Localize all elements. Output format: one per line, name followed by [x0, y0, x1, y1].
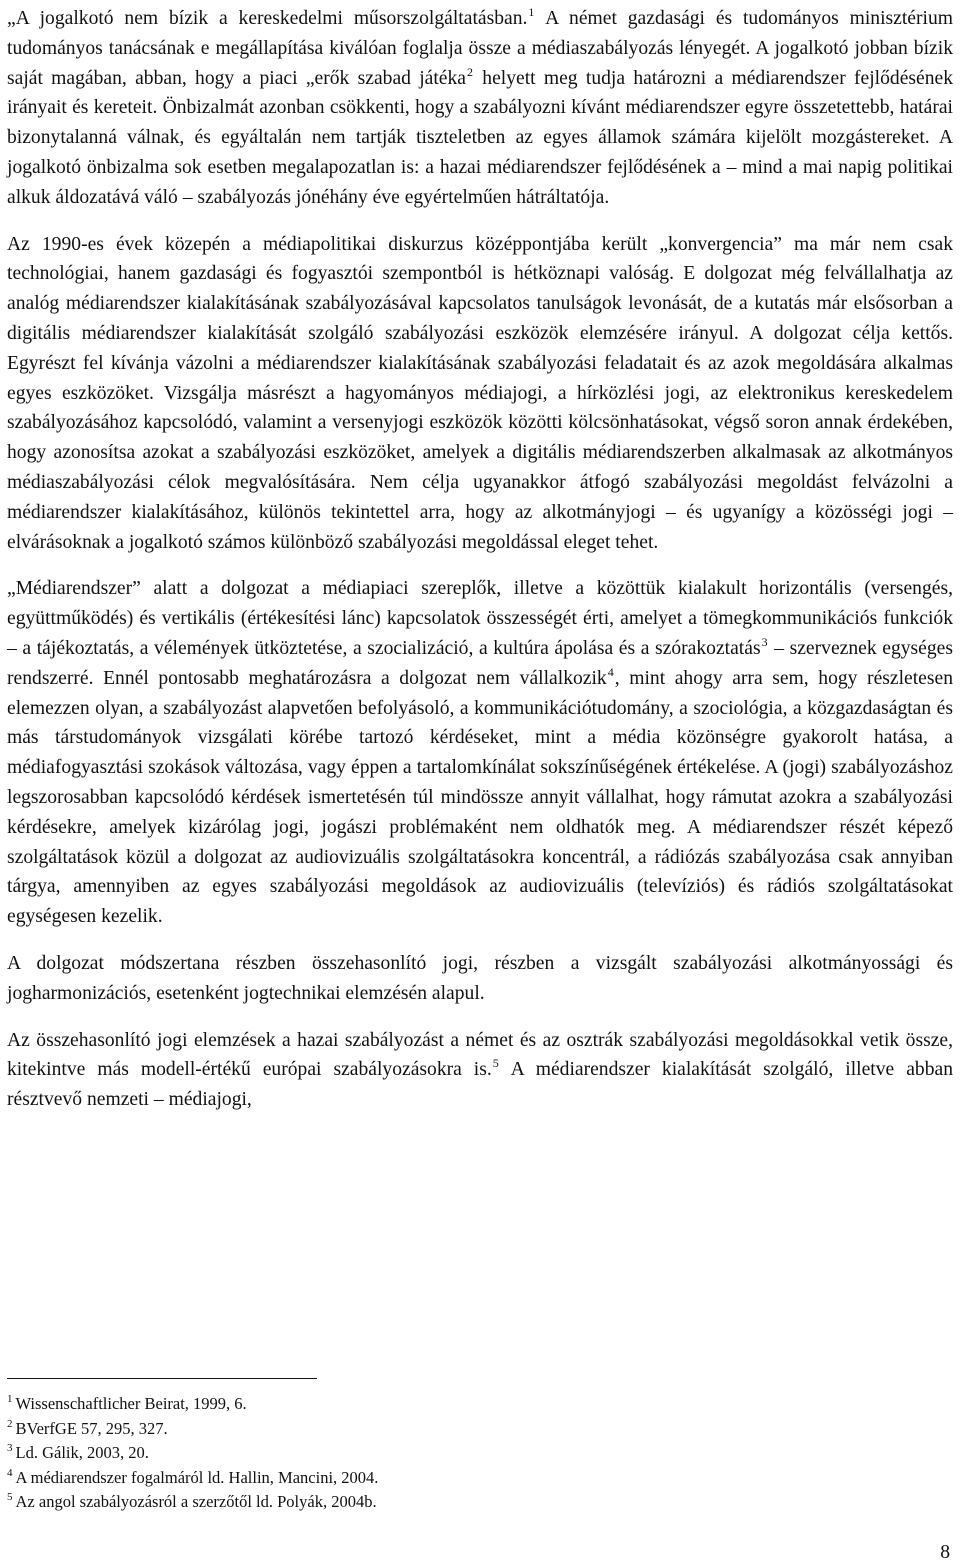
footnotes	[7, 1392, 707, 1515]
footnote-ref: 1	[528, 5, 535, 19]
footnote	[7, 1490, 707, 1515]
paragraph-text: , mint ahogy arra sem, hogy részletesen elemezzen olyan, a szabályozást alapvetően befolyásoló, a kommunikációtudomány, a szociológia, a közgazdaságtan és más társtudományok vizsgálati körébe tartozó kérdéseket, mint a média közönségre gyakorolt hatása, a médiafogyasztási szokások változása, vagy éppen a tartalomkínálat sokszínűségének értékelése. A (jogi) szabályozáshoz legszorosabban kapcsolódó kérdések ismertetésén túl mindössze annyit vállalhat, hogy rámutat azokra a szabályozási kérdésekre, amelyek kizárólag jogi, jogászi problémaként nem oldhatók meg. A médiarendszer részét képező szolgáltatások közül a dolgozat az audiovizuális szolgáltatásokra koncentrál, a rádiózás szabályozása csak annyiban tárgya, amennyiben az egyes szabályozási megoldások az audiovizuális (televíziós) és rádiós szolgáltatásokat egységesen kezelik.	[7, 667, 953, 928]
paragraph	[7, 1026, 953, 1115]
paragraph	[7, 574, 953, 932]
paragraph-text: A dolgozat módszertana részben összehasonlító jogi, részben a vizsgált szabályozási alkotmányossági és jogharmonizációs, esetenként jogtechnikai elemzésén alapul.	[7, 952, 953, 1004]
paragraph-text: A médiarendszer kialakítását szolgáló, illetve abban résztvevő nemzeti – médiajogi,	[7, 1059, 953, 1111]
paragraph-text: „Médiarendszer” alatt a dolgozat a médiapiaci szereplők, illetve a közöttük kialakult horizontális (versengés, együttműködés) és vertikális (értékesítési lánc) kapcsolatok összességét érti, amelyet a tömegkommunikációs funkciók – a tájékoztatás, a vélemények ütköztetése, a szocializáció, a kultúra ápolása és a szórakoztatás	[7, 578, 953, 659]
paragraph-text: Az összehasonlító jogi elemzések a hazai szabályozást a német és az osztrák szabályozási megoldásokkal vetik össze, kitekintve más modell-értékű európai szabályozásokra is.	[7, 1029, 953, 1081]
footnote	[7, 1441, 707, 1466]
paragraph-text: Az 1990-es évek közepén a médiapolitikai diskurzus középpontjába került „konvergencia” ma már nem csak technológiai, hanem gazdasági és fogyasztói szempontból is hétköznapi valóság. E dolgozat még felvállalhatja az analóg médiarendszer kialakításának szabályozásával kapcsolatos tanulságok levonását, de a kutatás már elsősorban a digitális médiarendszer kialakítását szolgáló szabályozási eszközök elemzésére irányul. A dolgozat célja kettős. Egyrészt fel kívánja vázolni a médiarendszer kialakításának szabályozási feladatait és az azok megoldására alkalmas egyes eszközöket. Vizsgálja másrészt a hagyományos médiajogi, a hírközlési jogi, az elektronikus kereskedelem szabályozásához kapcsolódó, valamint a versenyjogi eszközök közötti kölcsönhatásokat, végső soron annak érdekében, hogy azonosítsa azokat a szabályozási eszközöket, amelyek a digitális médiarendszerben alkalmasak az alkotmányos médiaszabályozási célok megvalósítására. Nem célja ugyanakkor átfogó szabályozási megoldást felvázolni a médiarendszer kialakításához, különös tekintettel arra, hogy az alkotmányjogi – és ugyanígy a közösségi jogi – elvárásoknak a jogalkotó számos különböző szabályozási megoldással eleget tehet.	[7, 233, 953, 553]
footnote-separator	[7, 1378, 317, 1379]
page-number: 8	[940, 1542, 950, 1563]
footnote-text: Ld. Gálik, 2003, 20.	[15, 1443, 149, 1462]
paragraph-text: A német gazdasági és tudományos minisztérium tudományos tanácsának e megállapítása kiválóan foglalja össze a médiaszabályozás lényegét. A jogalkotó jobban bízik saját magában, abban, hogy a piaci „erők szabad játéka	[7, 8, 953, 89]
paragraph-text: helyett meg tudja határozni a médiarendszer fejlődésének irányait és kereteit. Önbizalmát azonban csökkenti, hogy a szabályozni kívánt médiarendszer egyre összetettebb, határai bizonytalanná válnak, és egyáltalán nem tartják tiszteletben az egyes államok számára kijelölt mozgástereket. A jogalkotó önbizalma sok esetben megalapozatlan is: a hazai médiarendszer fejlődésének a – mind a mai napig politikai alkuk áldozatává váló – szabályozás jónéhány éve egyértelműen hátráltatója.	[7, 67, 954, 208]
footnote	[7, 1466, 707, 1491]
footnote-ref: 4	[607, 664, 614, 679]
footnote-ref: 5	[492, 1056, 499, 1071]
footnote-number: 5	[7, 1491, 13, 1503]
paragraph-text: „A jogalkotó nem bízik a kereskedelmi műsorszolgáltatásban.	[7, 8, 528, 29]
footnote-text: Az angol szabályozásról a szerzőtől ld. Polyák, 2004b.	[15, 1492, 377, 1511]
footnote-number: 3	[7, 1442, 13, 1454]
footnote-number: 2	[7, 1417, 13, 1430]
paragraph-text: – szerveznek egységes rendszerré. Ennél pontosabb meghatározásra a dolgozat nem vállalkozik	[7, 637, 953, 689]
paragraph	[7, 949, 953, 1009]
footnote-number: 4	[7, 1466, 13, 1479]
footnote	[7, 1392, 707, 1417]
body-text	[7, 4, 953, 1115]
paragraph	[7, 4, 953, 213]
footnote-number: 1	[7, 1393, 13, 1405]
footnote	[7, 1417, 707, 1442]
footnote-ref: 2	[467, 64, 473, 79]
footnote-text: A médiarendszer fogalmáról ld. Hallin, Mancini, 2004.	[15, 1467, 379, 1487]
footnote-text: BVerfGE 57, 295, 327.	[15, 1418, 168, 1438]
footnote-text: Wissenschaftlicher Beirat, 1999, 6.	[15, 1394, 247, 1413]
paragraph	[7, 230, 953, 558]
footnote-ref: 3	[761, 634, 768, 649]
